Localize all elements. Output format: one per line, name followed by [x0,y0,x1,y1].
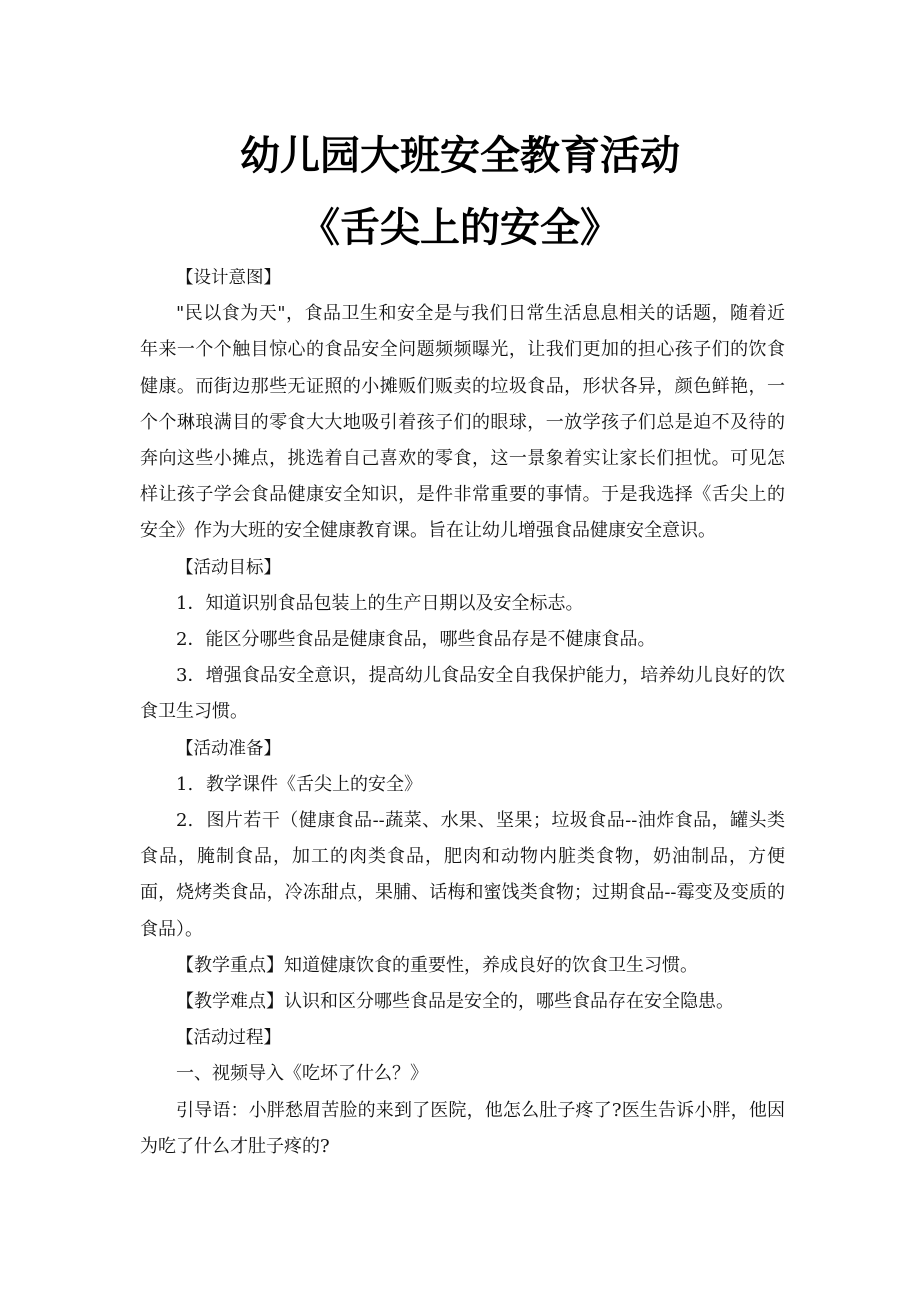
goal-item-1: 1．知道识别食品包装上的生产日期以及安全标志。 [176,592,584,614]
preparation-item-1-text: 教学课件《舌尖上的安全》 [206,773,422,795]
section-heading-key-point: 【教学重点】 [176,954,284,976]
process-step-1-text: 引导语：小胖愁眉苦脸的来到了医院，他怎么肚子疼了?医生告诉小胖，他因为吃了什么才肚子疼的? [140,1099,785,1157]
section-heading-preparation: 【活动准备】 [176,738,281,759]
section-heading-goals: 【活动目标】 [176,557,281,578]
section-heading-design-intent: 【设计意图】 [176,268,281,288]
section-heading-difficulty: 【教学难点】 [176,991,284,1013]
document-title: 幼儿园大班安全教育活动 [240,133,680,179]
key-point-text: 知道健康饮食的重要性，养成良好的饮食卫生习惯。 [284,954,698,976]
difficulty-paragraph [140,984,785,1020]
key-point-paragraph [140,948,785,984]
preparation-item-2-text: 图片若干（健康食品--蔬菜、水果、坚果；垃圾食品--油炸食品，罐头类食品，腌制食品，加工的肉类食品，肥肉和动物内脏类食物，奶油制品，方便面，烧烤类食品，冷冻甜点，果脯、话梅和蜜饯类食物；过期食品--霉变及变质的食品）。 [140,810,785,940]
goal-item-3: 3．增强食品安全意识，提高幼儿食品安全自我保护能力，培养幼儿良好的饮食卫生习惯。 [140,665,785,723]
section-heading-process: 【活动过程】 [176,1028,281,1049]
preparation-item-1 [140,767,785,803]
design-intent-paragraph: "民以食为天"，食品卫生和安全是与我们日常生活息息相关的话题，随着近年来一个个触目惊心的食品安全问题频频曝光，让我们更加的担心孩子们的饮食健康。而街边那些无证照的小摊贩们贩卖的垃圾食品，形状各异，颜色鲜艳，一个个琳琅满目的零食大大地吸引着孩子们的眼球，一放学孩子们总是迫不及待的奔向这些小摊点，挑选着自己喜欢的零食，这一景象着实让家长们担忧。可见怎样让孩子学会食品健康安全知识，是件非常重要的事情。于是我选择《舌尖上的安全》作为大班的安全健康教育课。旨在让幼儿增强食品健康安全意识。 [140,303,785,542]
process-step-1-title: 一、视频导入《吃坏了什么？》 [176,1063,428,1085]
preparation-item-2 [140,803,785,948]
preparation-item-2-number: 2. [176,810,194,832]
goal-item-2: 2．能区分哪些食品是健康食品，哪些食品存是不健康食品。 [176,629,656,651]
document-subtitle: 《舌尖上的安全》 [300,205,620,251]
document-body [140,260,785,1165]
difficulty-text: 认识和区分哪些食品是安全的，哪些食品存在安全隐患。 [284,991,734,1013]
preparation-item-1-number: 1. [176,773,194,795]
